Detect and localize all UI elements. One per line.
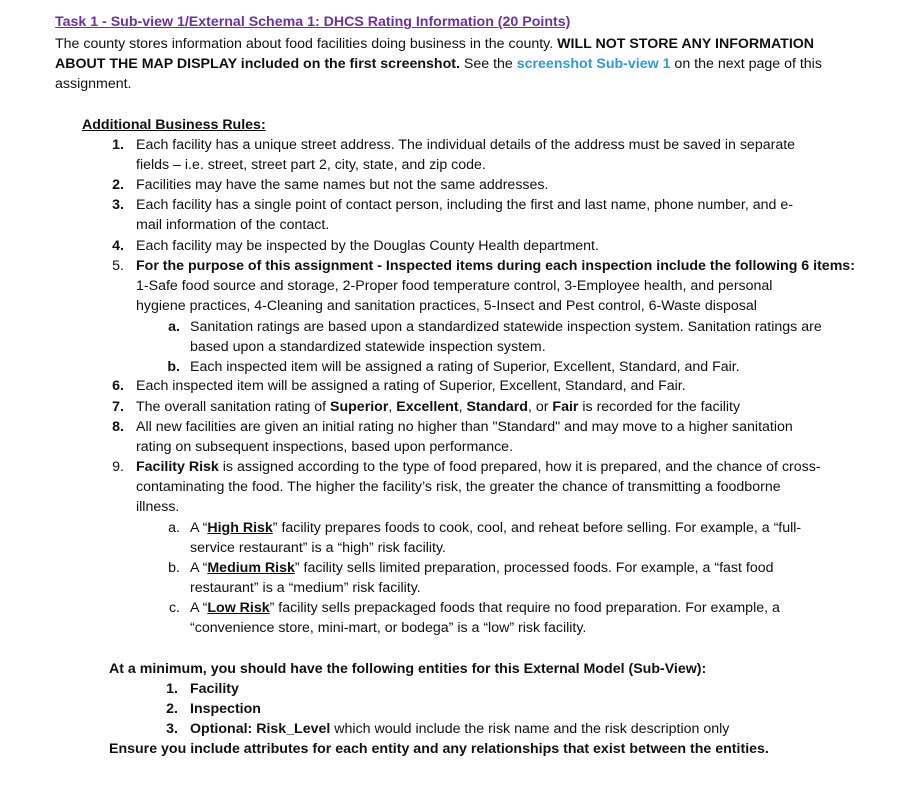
rule-9b-line-2: restaurant” is a “medium” risk facility. (190, 580, 421, 596)
rule-number: 3. (112, 197, 124, 213)
rule-9-line-3: illness. (136, 499, 180, 515)
medium-risk-term: Medium Risk (207, 560, 295, 576)
rating-superior: Superior (330, 399, 389, 415)
rule-5a-line-1: Sanitation ratings are based upon a standardized statewide inspection system. Sanitation ratings are (190, 319, 822, 335)
entity-facility: Facility (190, 681, 239, 697)
entities-heading: At a minimum, you should have the following entities for this External Model (Sub-View): (109, 661, 707, 677)
rule-9a-line-1 (190, 518, 801, 538)
screenshot-reference-link[interactable]: screenshot Sub-view 1 (516, 56, 671, 72)
entity-number: 1. (166, 681, 178, 697)
quote-open: A “ (190, 600, 208, 616)
intro-see-text: See the (459, 56, 517, 72)
rule-1-line-1: Each facility has a unique street address. The individual details of the address must be saved in separate (136, 137, 796, 153)
rule-9b-line-1 (190, 558, 774, 578)
rule-4-line-1: Each facility may be inspected by the Douglas County Health department. (136, 238, 599, 254)
sub-rule-label: b. (168, 560, 180, 576)
intro-next-page-text: on the next page of this (670, 56, 822, 72)
separator: , (458, 399, 467, 415)
rule-8-line-1: All new facilities are given an initial rating no higher than "Standard" and may move to a higher sanitation (136, 419, 793, 435)
rule-9c-line-1 (190, 598, 780, 618)
entities-footer-note: Ensure you include attributes for each entity and any relationships that exist between the entities. (109, 741, 769, 757)
sub-rule-label: c. (168, 600, 180, 616)
rule-3-line-1: Each facility has a single point of contact person, including the first and last name, phone number, and e- (136, 197, 793, 213)
sub-rule-label: a. (168, 319, 180, 335)
rule-number: 6. (112, 378, 124, 394)
separator: , (388, 399, 397, 415)
intro-bold-text: WILL NOT STORE ANY INFORMATION (557, 36, 815, 52)
low-risk-term: Low Risk (207, 600, 270, 616)
task-title: Task 1 - Sub-view 1/External Schema 1: DHCS Rating Information (20 Points) (55, 14, 571, 30)
rule-number: 4. (112, 238, 124, 254)
rule-9a-text: ” facility prepares foods to cook, cool, and reheat before selling. For example, a “full- (272, 520, 802, 536)
intro-line-2 (55, 54, 822, 74)
intro-line-1 (55, 34, 814, 54)
entity-risk-level (190, 719, 729, 739)
rating-standard: Standard (466, 399, 528, 415)
rule-9a-line-2: service restaurant” is a “high” risk facility. (190, 540, 446, 556)
rule-number: 2. (112, 177, 124, 193)
entity-number: 2. (166, 701, 178, 717)
sub-rule-label: b. (167, 359, 180, 375)
rule-number: 9. (112, 459, 124, 475)
separator: , or (527, 399, 553, 415)
intro-bold-text-2: ABOUT THE MAP DISPLAY included on the first screenshot. (55, 56, 460, 72)
rule-9c-line-2: “convenience store, mini-mart, or bodega” is a “low” risk facility. (190, 620, 587, 636)
quote-open: A “ (190, 520, 208, 536)
high-risk-term: High Risk (207, 520, 273, 536)
rule-number: 7. (112, 399, 124, 415)
rule-9-line-2: contaminating the food. The higher the facility’s risk, the greater the chance of transmitting a foodborne (136, 479, 781, 495)
sub-rule-label: a. (168, 520, 180, 536)
entity-inspection: Inspection (190, 701, 261, 717)
rule-number: 8. (112, 419, 124, 435)
rule-5-line-1: For the purpose of this assignment - Inspected items during each inspection include the following 6 items: (136, 258, 855, 274)
rule-7-tail: is recorded for the facility (578, 399, 741, 415)
rule-9c-text: ” facility sells prepackaged foods that require no food preparation. For example, a (269, 600, 780, 616)
intro-text: The county stores information about food facilities doing business in the county. (55, 36, 558, 52)
rule-1-line-2: fields – i.e. street, street part 2, city, state, and zip code. (136, 157, 486, 173)
entity-risk-level-description: which would include the risk name and the risk description only (330, 721, 730, 737)
facility-risk-term: Facility Risk (136, 459, 219, 475)
intro-line-3: assignment. (55, 76, 132, 92)
rating-fair: Fair (552, 399, 579, 415)
business-rules-heading: Additional Business Rules: (82, 117, 266, 133)
rule-9-line-1 (136, 457, 821, 477)
rule-2-line-1: Facilities may have the same names but not the same addresses. (136, 177, 549, 193)
rule-6-line-1: Each inspected item will be assigned a rating of Superior, Excellent, Standard, and Fair. (136, 378, 686, 394)
quote-open: A “ (190, 560, 208, 576)
rule-5b-line-1: Each inspected item will be assigned a rating of Superior, Excellent, Standard, and Fair. (190, 359, 740, 375)
rating-excellent: Excellent (396, 399, 459, 415)
rule-9b-text: ” facility sells limited preparation, processed foods. For example, a “fast food (294, 560, 774, 576)
rule-9-text: is assigned according to the type of food prepared, how it is prepared, and the chance of cross- (218, 459, 821, 475)
entity-number: 3. (166, 721, 178, 737)
rule-number: 5. (112, 258, 124, 274)
rule-number: 1. (112, 137, 124, 153)
rule-5-line-2: 1-Safe food source and storage, 2-Proper food temperature control, 3-Employee health, and personal (136, 278, 773, 294)
rule-8-line-2: rating on subsequent inspections, based upon performance. (136, 439, 514, 455)
rule-7-text: The overall sanitation rating of (136, 399, 331, 415)
rule-7-line-1 (136, 397, 740, 417)
rule-5a-line-2: based upon a standardized statewide inspection system. (190, 339, 546, 355)
rule-3-line-2: mail information of the contact. (136, 217, 330, 233)
entity-risk-level-name: Optional: Risk_Level (190, 721, 331, 737)
rule-5-line-3: hygiene practices, 4-Cleaning and sanitation practices, 5-Insect and Pest control, 6-Waste disposal (136, 298, 757, 314)
